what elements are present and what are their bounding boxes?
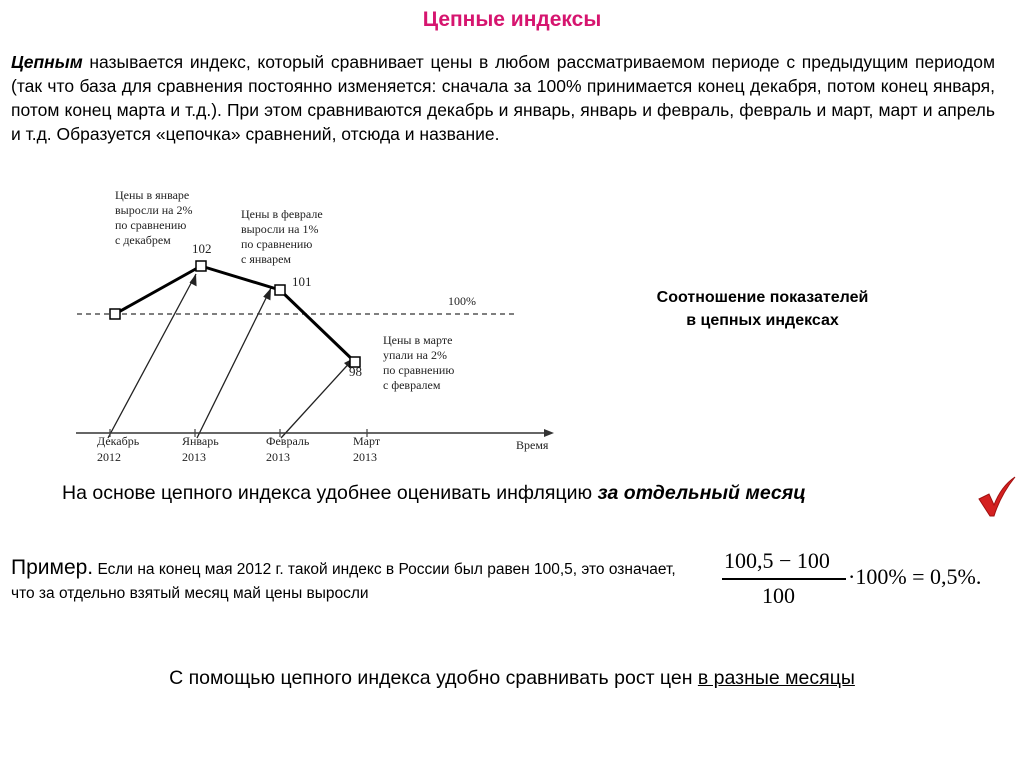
month-label-jan: Январь — [182, 434, 219, 448]
annotation-mar — [383, 333, 454, 392]
annotation-jan — [115, 188, 193, 247]
annotation-jan-line-4: с декабрем — [115, 233, 171, 247]
year-label-dec: 2012 — [97, 450, 121, 464]
formula-numerator: 100,5 − 100 — [724, 548, 830, 573]
annotation-mar-line-2: упали на 2% — [383, 348, 448, 362]
index-point-feb — [275, 285, 285, 295]
annotation-jan-line-2: выросли на 2% — [115, 203, 193, 217]
annotation-feb-line-3: по сравнению — [241, 237, 313, 251]
formula-result: ·100% = 0,5%. — [848, 564, 982, 589]
convenience-statement — [62, 482, 806, 505]
index-point-dec — [110, 309, 120, 319]
annotation-jan-line-1: Цены в январе — [115, 188, 190, 202]
bottom-underlined: в разные месяцы — [697, 667, 855, 689]
formula-denominator: 100 — [762, 583, 795, 608]
page-title: Цепные индексы — [422, 8, 602, 31]
definition-term: Цепным — [11, 52, 83, 72]
annotation-mar-line-4: с февралем — [383, 378, 441, 392]
formula — [722, 545, 1002, 615]
annotation-mar-line-1: Цены в марте — [383, 333, 453, 347]
year-label-feb: 2013 — [266, 450, 290, 464]
annotation-feb-line-1: Цены в феврале — [241, 207, 323, 221]
definition-paragraph — [11, 50, 995, 146]
annotation-feb-line-4: с январем — [241, 252, 292, 266]
convenience-text: На основе цепного индекса удобнее оценивать инфляцию — [62, 482, 598, 504]
checkmark-icon — [975, 475, 1019, 519]
figure-caption: Соотношение показателей в цепных индексах — [656, 289, 869, 329]
annotation-feb-line-2: выросли на 1% — [241, 222, 319, 236]
value-label-feb: 101 — [292, 274, 312, 289]
month-label-dec: Декабрь — [97, 434, 140, 448]
definition-text: называется индекс, который сравнивает цены в любом рассматриваемом периоде с предыдущим периодом (так что база для сравнения постоянно изменяется: сначала за 100% принимается конец декабря, потом конец января, потом конец марта и т.д.). При этом сравниваются декабрь и январь, январь и февраль, февраль и март, март и апрель и т.д. Образуется «цепочка» сравнений, отсюда и название. — [11, 52, 995, 144]
month-label-feb: Февраль — [266, 434, 310, 448]
fraction-bar — [722, 578, 846, 580]
month-label-mar: Март — [353, 434, 381, 448]
value-label-jan: 102 — [192, 241, 212, 256]
bottom-statement — [0, 667, 1024, 690]
time-axis-label: Время — [516, 438, 549, 452]
value-label-mar: 98 — [349, 364, 362, 379]
reference-line-label: 100% — [448, 294, 476, 308]
bottom-text: С помощью цепного индекса удобно сравнивать рост цен — [169, 667, 698, 689]
annotation-jan-line-3: по сравнению — [115, 218, 187, 232]
example-text: Если на конец мая 2012 г. такой индекс в России был равен 100,5, это означает, что за отдельно взятый месяц май цены выросли — [11, 561, 676, 602]
year-label-jan: 2013 — [182, 450, 206, 464]
example-block — [11, 556, 686, 606]
time-axis-arrowhead — [544, 429, 554, 437]
index-point-jan — [196, 261, 206, 271]
chain-index-chart — [70, 180, 570, 470]
annotation-mar-line-3: по сравнению — [383, 363, 455, 377]
convenience-emphasis: за отдельный месяц — [597, 482, 806, 504]
example-lead: Пример. — [11, 556, 94, 579]
year-label-mar: 2013 — [353, 450, 377, 464]
annotation-feb — [241, 207, 323, 266]
